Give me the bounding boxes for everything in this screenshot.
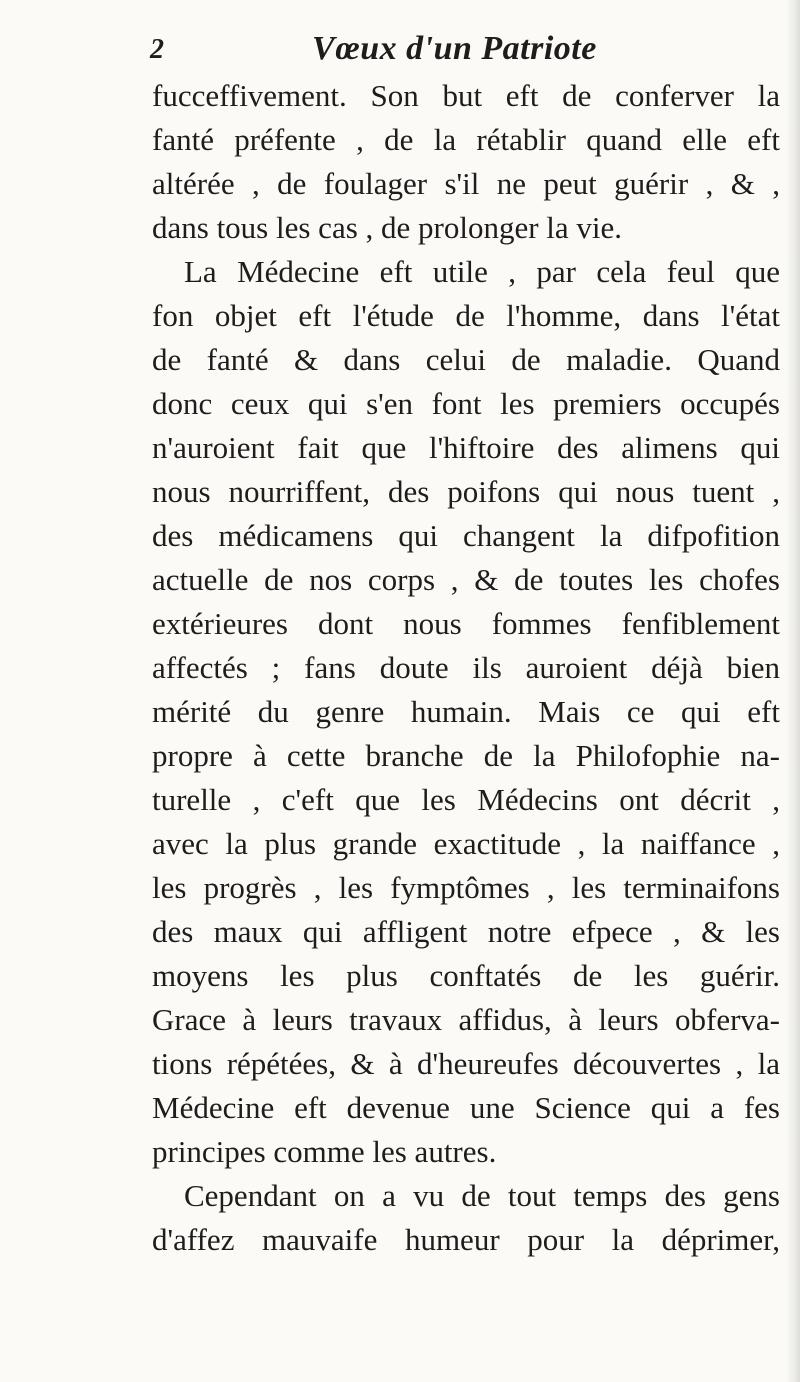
text-line: des médicamens qui changent la difpofition	[152, 518, 780, 553]
text-line: affectés ; fans doute ils auroient déjà bien	[152, 650, 780, 685]
text-line: tions répétées, & à d'heureufes découvertes , la	[152, 1046, 780, 1081]
text-line: fon objet eft l'étude de l'homme, dans l'état	[152, 298, 780, 333]
text-line: extérieures dont nous fommes fenfiblement	[152, 606, 780, 641]
text-line: des maux qui affligent notre efpece , & les	[152, 914, 780, 949]
text-line: dans tous les cas , de prolonger la vie.	[152, 210, 623, 245]
text-line: moyens les plus conftatés de les guérir.	[152, 958, 780, 993]
text-line: Médecine eft devenue une Science qui a fes	[152, 1090, 780, 1125]
page-number: 2	[150, 34, 164, 65]
text-line: d'affez mauvaife humeur pour la déprimer,	[152, 1222, 780, 1257]
text-line: turelle , c'eft que les Médecins ont décrit ,	[152, 782, 780, 817]
text-line: mérité du genre humain. Mais ce qui eft	[152, 694, 780, 729]
text-line: propre à cette branche de la Philofophie na-	[152, 738, 780, 773]
body-text	[152, 74, 780, 1262]
text-line: les progrès , les fymptômes , les terminaifons	[152, 870, 780, 905]
text-line: actuelle de nos corps , & de toutes les chofes	[152, 562, 780, 597]
page-header	[0, 30, 800, 70]
text-line: nous nourriffent, des poifons qui nous tuent ,	[152, 474, 780, 509]
text-line: fanté préfente , de la rétablir quand elle eft	[152, 122, 780, 157]
text-line: altérée , de foulager s'il ne peut guérir , & ,	[152, 166, 780, 201]
text-line: Cependant on a vu de tout temps des gens	[184, 1178, 780, 1213]
text-line: principes comme les autres.	[152, 1134, 497, 1169]
text-line: donc ceux qui s'en font les premiers occupés	[152, 386, 780, 421]
text-line: de fanté & dans celui de maladie. Quand	[152, 342, 780, 377]
text-line: La Médecine eft utile , par cela feul que	[184, 254, 780, 289]
running-title: Vœux d'un Patriote	[312, 30, 597, 67]
text-line: fucceffivement. Son but eft de conferver la	[152, 78, 780, 113]
page-edge-shadow	[786, 0, 800, 1382]
text-line: Grace à leurs travaux affidus, à leurs obferva-	[152, 1002, 780, 1037]
text-line: avec la plus grande exactitude , la naiffance ,	[152, 826, 780, 861]
text-line: n'auroient fait que l'hiftoire des alimens qui	[152, 430, 780, 465]
